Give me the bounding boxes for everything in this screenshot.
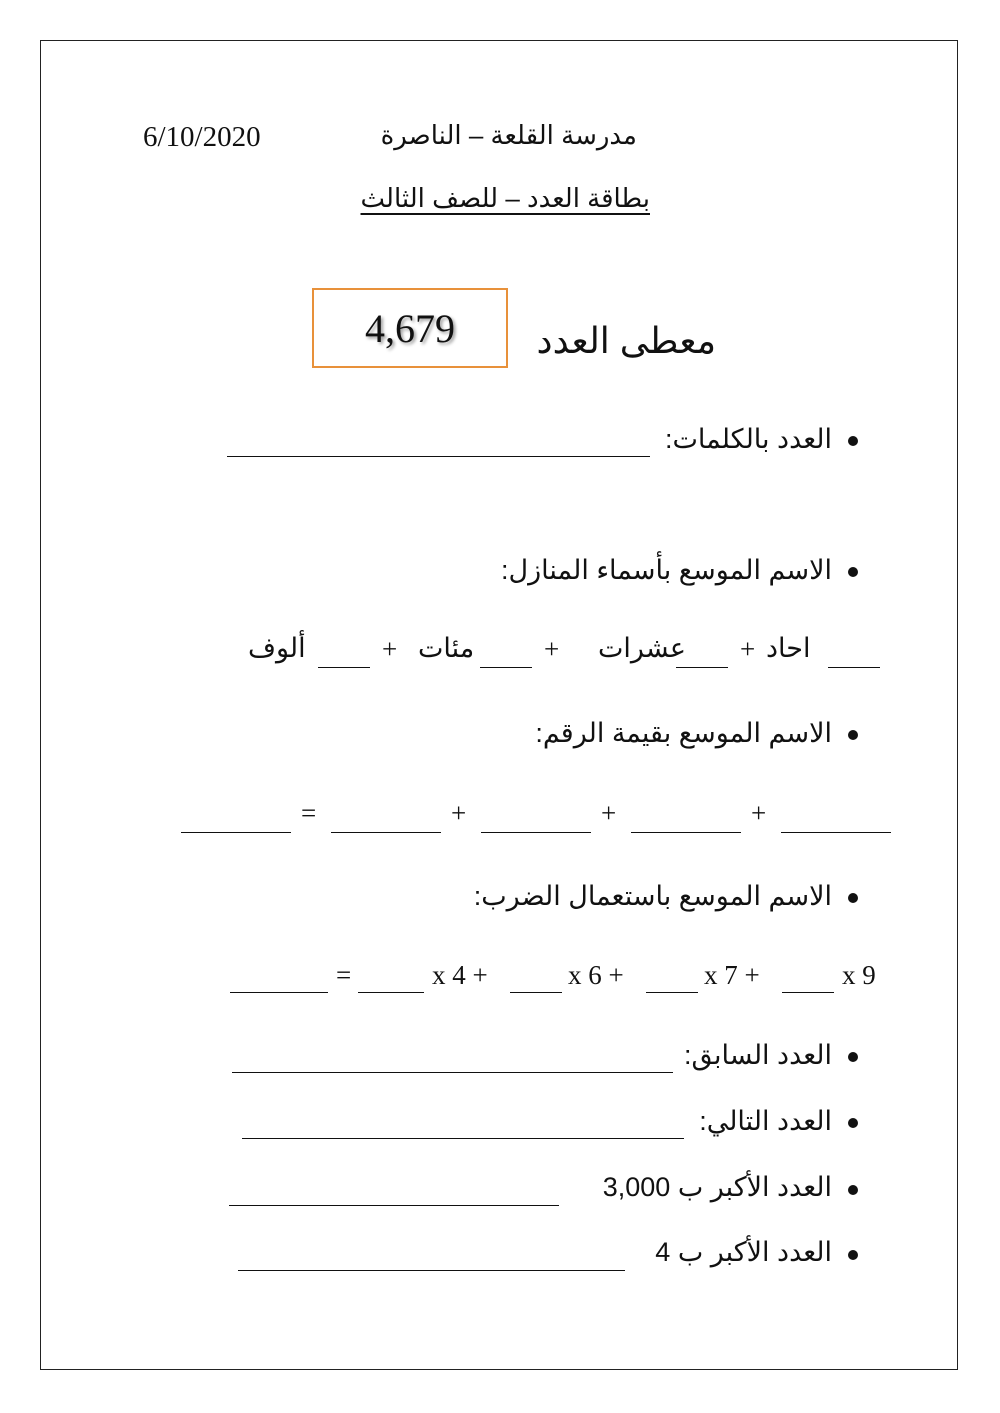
blank-hundreds[interactable]	[480, 667, 532, 668]
blank-ones[interactable]	[828, 667, 880, 668]
question-greater-3000: العدد الأكبر ب 3,000	[602, 1172, 832, 1202]
mult-term-6: x 6 +	[568, 960, 624, 990]
bullet	[848, 1250, 858, 1260]
blank-value-ones[interactable]	[781, 832, 891, 833]
plus-sign: +	[740, 634, 756, 664]
school-name: مدرسة القلعة – الناصرة	[380, 120, 637, 150]
question-place-names: الاسم الموسع بأسماء المنازل:	[500, 555, 832, 585]
given-number: 4,679	[365, 305, 455, 351]
answer-line-previous[interactable]	[232, 1072, 673, 1073]
label-thousands: ألوف	[248, 633, 306, 663]
bullet	[848, 436, 858, 446]
label-ones: احاد	[766, 633, 811, 663]
bullet	[848, 730, 858, 740]
answer-line-in-words[interactable]	[227, 456, 650, 457]
answer-line-greater-4[interactable]	[238, 1270, 625, 1271]
blank-mult-hundreds[interactable]	[510, 992, 562, 993]
question-next: العدد التالي:	[699, 1106, 832, 1136]
page-title: بطاقة العدد – للصف الثالث	[360, 183, 650, 213]
equals-sign: =	[336, 960, 352, 990]
label-tens: عشرات	[598, 633, 687, 663]
label-hundreds: مئات	[418, 633, 475, 663]
given-number-label: معطى العدد	[536, 320, 716, 361]
equals-sign: =	[301, 798, 317, 828]
given-number-box	[312, 288, 508, 368]
blank-value-hundreds[interactable]	[481, 832, 591, 833]
plus-sign: +	[751, 798, 767, 828]
plus-sign: +	[601, 798, 617, 828]
bullet	[848, 567, 858, 577]
blank-mult-tens[interactable]	[646, 992, 698, 993]
blank-mult-thousands[interactable]	[358, 992, 424, 993]
bullet	[848, 1118, 858, 1128]
answer-line-next[interactable]	[242, 1138, 684, 1139]
blank-value-thousands[interactable]	[331, 832, 441, 833]
question-previous: العدد السابق:	[683, 1040, 832, 1070]
bullet	[848, 1185, 858, 1195]
bullet	[848, 893, 858, 903]
blank-thousands[interactable]	[318, 667, 370, 668]
blank-tens[interactable]	[676, 667, 728, 668]
mult-term-4: x 4 +	[432, 960, 488, 990]
page-border	[40, 40, 958, 1370]
blank-mult-total[interactable]	[230, 992, 328, 993]
question-in-words: العدد بالكلمات:	[664, 424, 832, 454]
blank-mult-ones[interactable]	[782, 992, 834, 993]
question-multiplication: الاسم الموسع باستعمال الضرب:	[473, 881, 832, 911]
plus-sign: +	[451, 798, 467, 828]
date: 6/10/2020	[143, 121, 261, 153]
blank-value-tens[interactable]	[631, 832, 741, 833]
answer-line-greater-3000[interactable]	[229, 1205, 559, 1206]
plus-sign: +	[382, 634, 398, 664]
mult-term-7: x 7 +	[704, 960, 760, 990]
question-greater-4: العدد الأكبر ب 4	[655, 1237, 832, 1267]
blank-value-total[interactable]	[181, 832, 291, 833]
bullet	[848, 1052, 858, 1062]
plus-sign: +	[544, 634, 560, 664]
question-digit-value: الاسم الموسع بقيمة الرقم:	[535, 718, 832, 748]
mult-term-9: x 9	[842, 960, 876, 990]
